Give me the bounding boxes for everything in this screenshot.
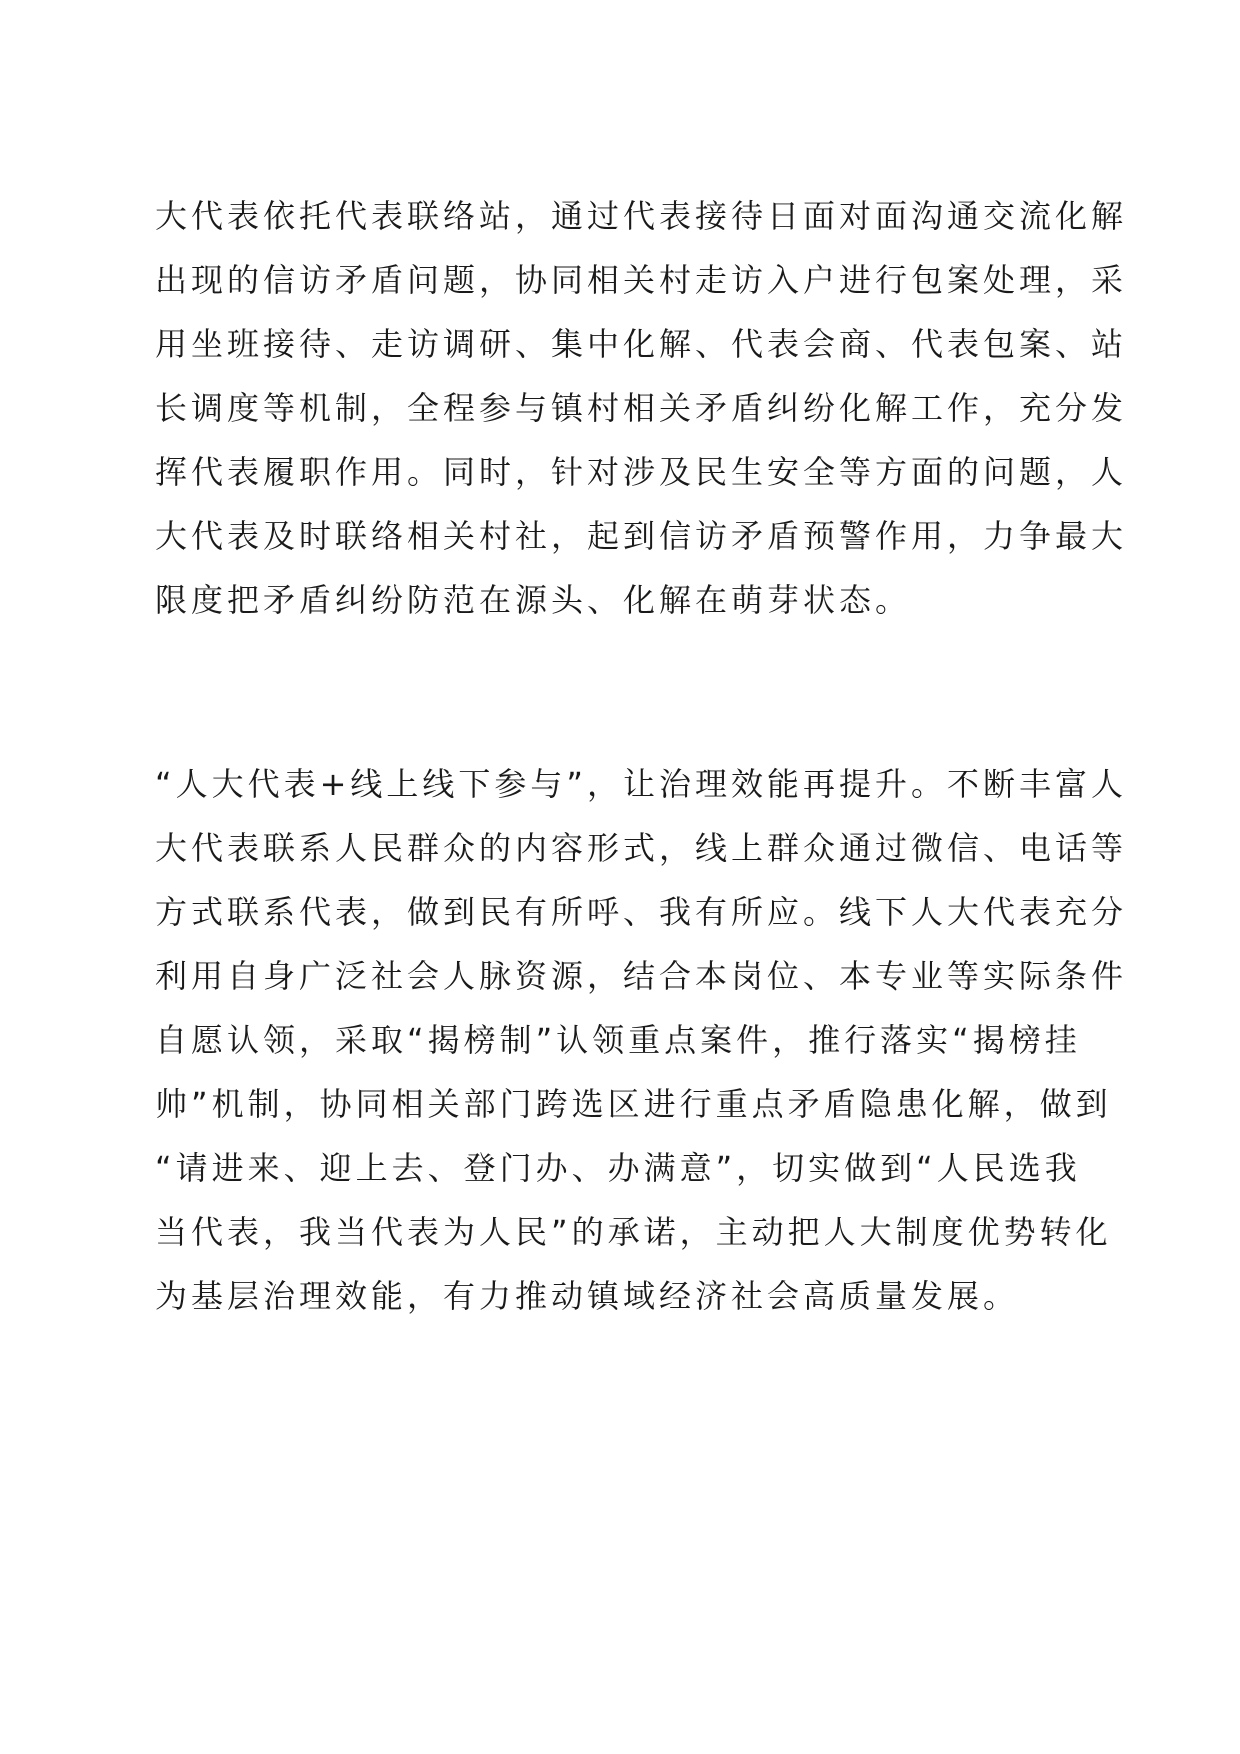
- paragraph-line: 限度把矛盾纠纷防范在源头、化解在萌芽状态。: [155, 581, 912, 619]
- paragraph-line: 利用自身广泛社会人脉资源，结合本岗位、本专业等实际条件: [155, 957, 1128, 995]
- paragraph-line: “请进来、迎上去、登门办、办满意”，切实做到“人民选我: [155, 1149, 1081, 1187]
- paragraph-line: 帅”机制，协同相关部门跨选区进行重点矛盾隐患化解，做到: [155, 1085, 1112, 1123]
- paragraph-1: [155, 184, 1128, 632]
- paragraph-line: “人大代表+线上线下参与”，让治理效能再提升。不断丰富人: [155, 765, 1127, 803]
- paragraph-line: 大代表依托代表联络站，通过代表接待日面对面沟通交流化解: [155, 197, 1128, 235]
- paragraph-line: 用坐班接待、走访调研、集中化解、代表会商、代表包案、站: [155, 325, 1128, 363]
- paragraph-2: [155, 752, 1128, 1328]
- paragraph-line: 自愿认领，采取“揭榜制”认领重点案件，推行落实“揭榜挂: [155, 1021, 1081, 1059]
- paragraph-line: 大代表及时联络相关村社，起到信访矛盾预警作用，力争最大: [155, 517, 1128, 555]
- paragraph-line: 为基层治理效能，有力推动镇域经济社会高质量发展。: [155, 1277, 1020, 1315]
- paragraph-line: 出现的信访矛盾问题，协同相关村走访入户进行包案处理，采: [155, 261, 1128, 299]
- paragraph-line: 当代表，我当代表为人民”的承诺，主动把人大制度优势转化: [155, 1213, 1112, 1251]
- paragraph-line: 大代表联系人民群众的内容形式，线上群众通过微信、电话等: [155, 829, 1128, 867]
- paragraph-line: 长调度等机制，全程参与镇村相关矛盾纠纷化解工作，充分发: [155, 389, 1128, 427]
- paragraph-line: 挥代表履职作用。同时，针对涉及民生安全等方面的问题，人: [155, 453, 1128, 491]
- paragraph-line: 方式联系代表，做到民有所呼、我有所应。线下人大代表充分: [155, 893, 1128, 931]
